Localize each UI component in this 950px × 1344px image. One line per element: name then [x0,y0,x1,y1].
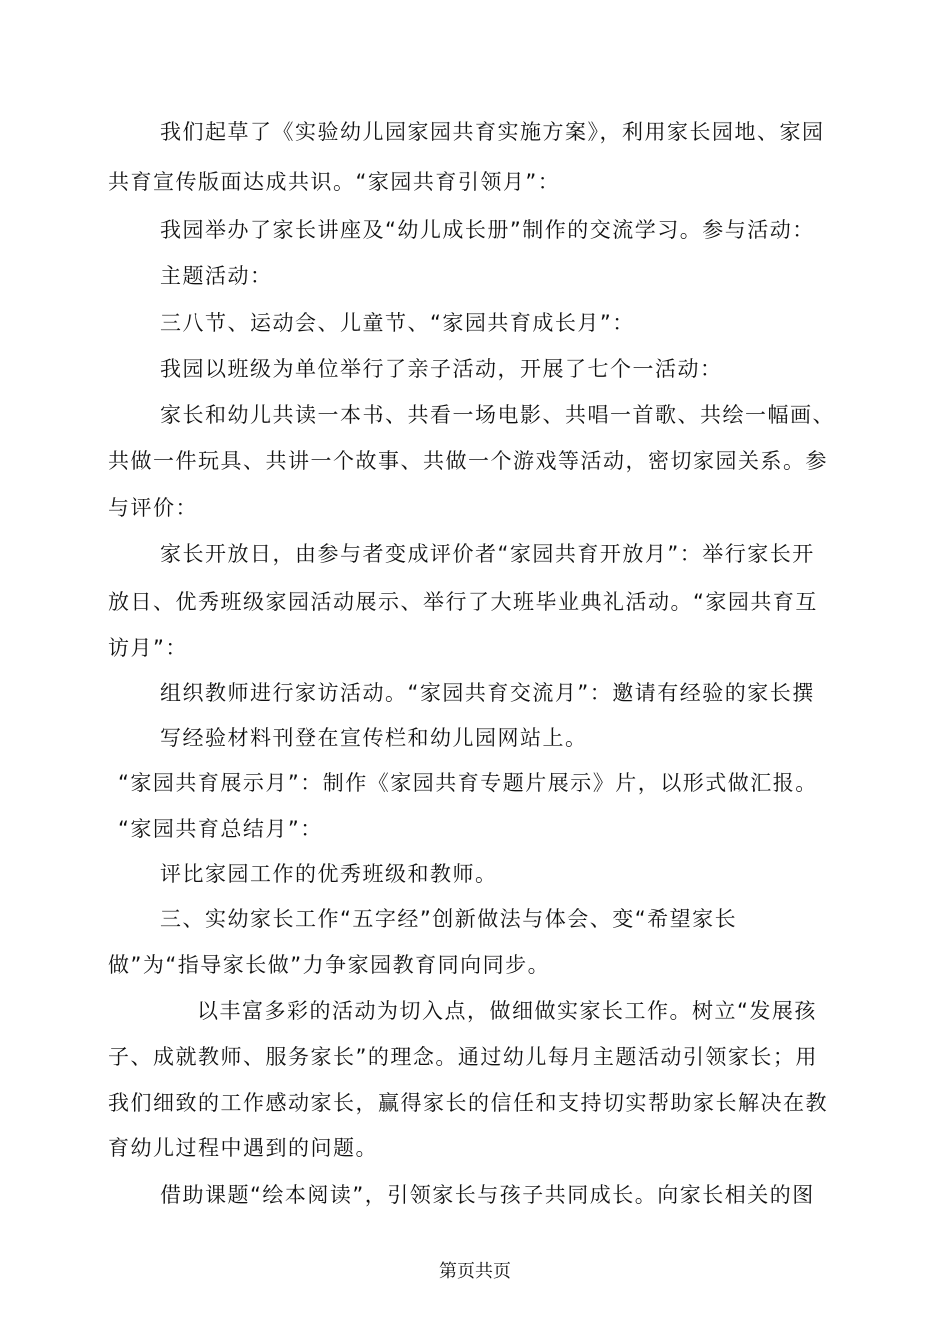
text-line: 借助课题“绘本阅读”，引领家长与孩子共同成长。向家长相关的图 [160,1183,815,1207]
text-line: 我们细致的工作感动家长，赢得家长的信任和支持切实帮助家长解决在教 [108,1091,828,1115]
text-line: 育幼儿过程中遇到的问题。 [108,1136,378,1160]
text-line: 家长开放日，由参与者变成评价者“家园共育开放月”：举行家长开 [160,542,815,566]
text-line: 家长和幼儿共读一本书、共看一场电影、共唱一首歌、共绘一幅画、 [160,403,835,427]
text-line: 评比家园工作的优秀班级和教师。 [160,862,498,886]
text-line: 与评价： [108,496,198,520]
section-heading: 三、实幼家长工作“五字经”创新做法与体会、变“希望家长 [160,907,738,931]
text-line: 放日、优秀班级家园活动展示、举行了大班毕业典礼活动。“家园共育互 [108,590,818,614]
page-footer: 第页共页 [439,1261,511,1282]
text-line: 我们起草了《实验幼儿园家园共育实施方案》，利用家长园地、家园 [160,120,825,144]
section-heading: 做”为“指导家长做”力争家园教育同向同步。 [108,953,551,977]
text-line: “家园共育总结月”： [118,817,323,841]
text-line: “家园共育展示月”：制作《家园共育专题片展示》片，以形式做汇报。 [118,771,818,795]
text-line: 我园举办了家长讲座及“幼儿成长册”制作的交流学习。参与活动： [160,218,815,242]
text-line: 组织教师进行家访活动。“家园共育交流月”：邀请有经验的家长撰 [160,681,815,705]
text-line: 我园以班级为单位举行了亲子活动，开展了七个一活动： [160,357,723,381]
text-line: 访月”： [108,636,188,660]
text-line: 写经验材料刊登在宣传栏和幼儿园网站上。 [160,726,588,750]
text-line: 共育宣传版面达成共识。“家园共育引领月”： [108,170,561,194]
text-line: 以丰富多彩的活动为切入点，做细做实家长工作。树立“发展孩 [197,999,817,1023]
text-line: 三八节、运动会、儿童节、“家园共育成长月”： [160,311,635,335]
text-line: 子、成就教师、服务家长”的理念。通过幼儿每月主题活动引领家长；用 [108,1045,818,1069]
text-line: 共做一件玩具、共讲一个故事、共做一个游戏等活动，密切家园关系。参 [108,449,828,473]
text-line: 主题活动： [160,264,273,288]
